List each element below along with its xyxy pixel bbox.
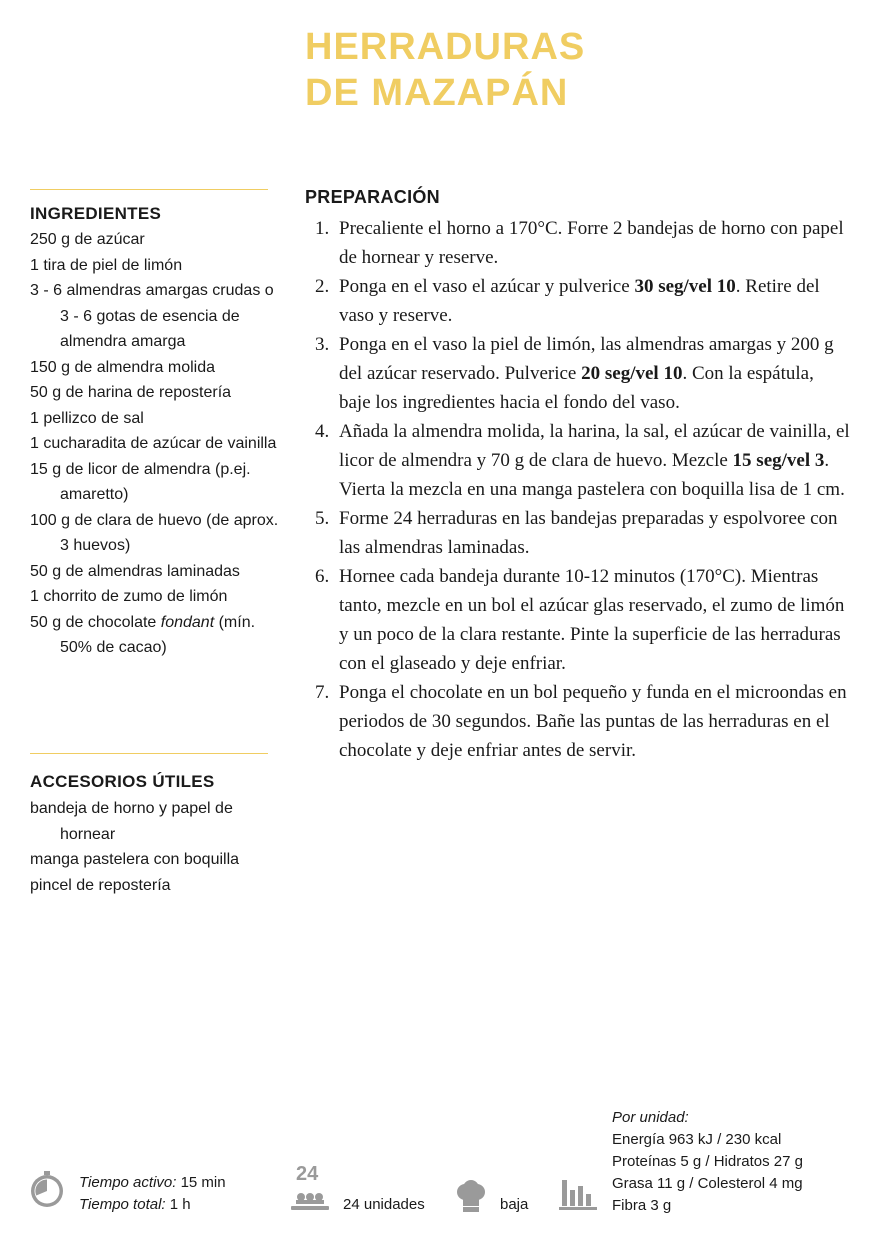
servings-text: 24 unidades	[343, 1196, 425, 1213]
nutrition-fiber: Fibra 3 g	[612, 1197, 672, 1214]
preparation-step	[305, 678, 850, 765]
accessories-divider	[30, 753, 268, 754]
nutrition-heading: Por unidad:	[612, 1109, 689, 1126]
step-text: Ponga el chocolate en un bol pequeño y funda en el microondas en periodos de 30 segundos. Bañe las puntas de las herraduras en el chocolate y deje enfriar antes de servir.	[339, 682, 847, 761]
recipe-title-line-2: DE MAZAPÁN	[305, 72, 569, 114]
step-number: 7.	[315, 682, 330, 703]
ingredient-item: 15 g de licor de almendra (p.ej. amaretto)	[30, 460, 251, 503]
accessories-list	[30, 796, 280, 898]
chef-hat-icon	[455, 1180, 487, 1214]
step-text: Hornee cada bandeja durante 10-12 minutos (170°C). Mientras tanto, mezcle en un bol el azúcar glas reservado, el zumo de limón y un poco de la clara restante. Pinte la superficie de las herraduras con el glaseado y deje enfriar.	[339, 566, 845, 674]
nutrition-fat-cholesterol: Grasa 11 g / Colesterol 4 mg	[612, 1175, 803, 1192]
recipe-title-line-1: HERRADURAS	[305, 26, 586, 68]
preparation-step	[305, 504, 850, 562]
step-number: 3.	[315, 334, 330, 355]
difficulty-text: baja	[500, 1196, 529, 1213]
accessory-item: pincel de repostería	[30, 876, 171, 894]
step-text: Añada la almendra molida, la harina, la sal, el azúcar de vainilla, el licor de almendra y 70 g de clara de huevo. Mezcle	[339, 421, 850, 471]
step-number: 6.	[315, 566, 330, 587]
step-setting: 15 seg/vel 3	[732, 450, 825, 471]
step-text: . Retire del vaso y reserve.	[339, 276, 820, 326]
preparation-steps	[305, 214, 850, 765]
servings-number: 24	[296, 1163, 319, 1185]
step-text: Ponga en el vaso la piel de limón, las almendras amargas y 200 g del azúcar reservado. Pulverice	[339, 334, 834, 384]
preparation-step	[305, 330, 850, 417]
step-number: 4.	[315, 421, 330, 442]
ingredients-divider	[30, 189, 268, 190]
step-text: . Vierta la mezcla en una manga pastelera con boquilla lisa de 1 cm.	[339, 450, 845, 500]
ingredient-item: 1 chorrito de zumo de limón	[30, 588, 228, 605]
ingredient-text: 50 g de chocolate	[30, 613, 161, 631]
ingredient-item: 100 g de clara de huevo (de aprox. 3 huevos)	[30, 511, 279, 554]
step-number: 2.	[315, 276, 330, 297]
ingredient-item: 3 - 6 almendras amargas crudas o 3 - 6 gotas de esencia de almendra amarga	[30, 282, 274, 350]
active-time-label: Tiempo activo:	[79, 1174, 177, 1191]
step-setting: 30 seg/vel 10	[634, 276, 736, 297]
ingredient-item: 1 pellizco de sal	[30, 409, 144, 427]
step-text: . Con la espátula, baje los ingredientes hacia el fondo del vaso.	[339, 363, 814, 413]
active-time-value: 15 min	[180, 1174, 226, 1191]
preparation-step	[305, 214, 850, 272]
timer-icon	[29, 1170, 65, 1208]
tray-icon	[290, 1189, 330, 1213]
accessory-item: bandeja de horno y papel de hornear	[30, 800, 233, 843]
ingredient-item: 50 g de almendras laminadas	[30, 562, 240, 580]
ingredient-item	[30, 610, 280, 661]
step-text: Ponga en el vaso el azúcar y pulverice	[339, 276, 635, 297]
step-number: 5.	[315, 508, 330, 529]
ingredient-italic-text: fondant	[160, 613, 215, 631]
step-text: Forme 24 herraduras en las bandejas preparadas y espolvoree con las almendras laminadas.	[339, 508, 838, 558]
ingredient-item: 50 g de harina de repostería	[30, 384, 232, 401]
ingredients-list	[30, 227, 280, 661]
ingredient-item: 150 g de almendra molida	[30, 358, 216, 376]
time-info	[79, 1172, 226, 1216]
nutrition-protein-carbs: Proteínas 5 g / Hidratos 27 g	[612, 1153, 803, 1170]
preparation-step	[305, 417, 850, 504]
preparation-step	[305, 562, 850, 678]
step-text: Precaliente el horno a 170°C. Forre 2 bandejas de horno con papel de hornear y reserve.	[339, 218, 844, 268]
total-time-label: Tiempo total:	[79, 1196, 166, 1213]
step-number: 1.	[315, 218, 330, 239]
ingredients-heading: INGREDIENTES	[30, 204, 162, 223]
accessory-item: manga pastelera con boquilla	[30, 851, 240, 868]
ingredient-text: (mín. 50% de cacao)	[60, 613, 256, 656]
total-time-value: 1 h	[169, 1196, 191, 1213]
accessories-heading: ACCESORIOS ÚTILES	[30, 772, 215, 791]
nutrition-energy: Energía 963 kJ / 230 kcal	[612, 1131, 782, 1148]
preparation-heading: PREPARACIÓN	[305, 187, 440, 207]
ingredient-item: 1 cucharadita de azúcar de vainilla	[30, 435, 277, 452]
step-setting: 20 seg/vel 10	[581, 363, 683, 384]
recipe-title	[305, 24, 585, 116]
ingredient-item: 1 tira de piel de limón	[30, 256, 183, 274]
nutrition-info	[612, 1107, 803, 1217]
bar-chart-icon	[559, 1178, 599, 1212]
ingredient-item: 250 g de azúcar	[30, 231, 145, 248]
preparation-step	[305, 272, 850, 330]
